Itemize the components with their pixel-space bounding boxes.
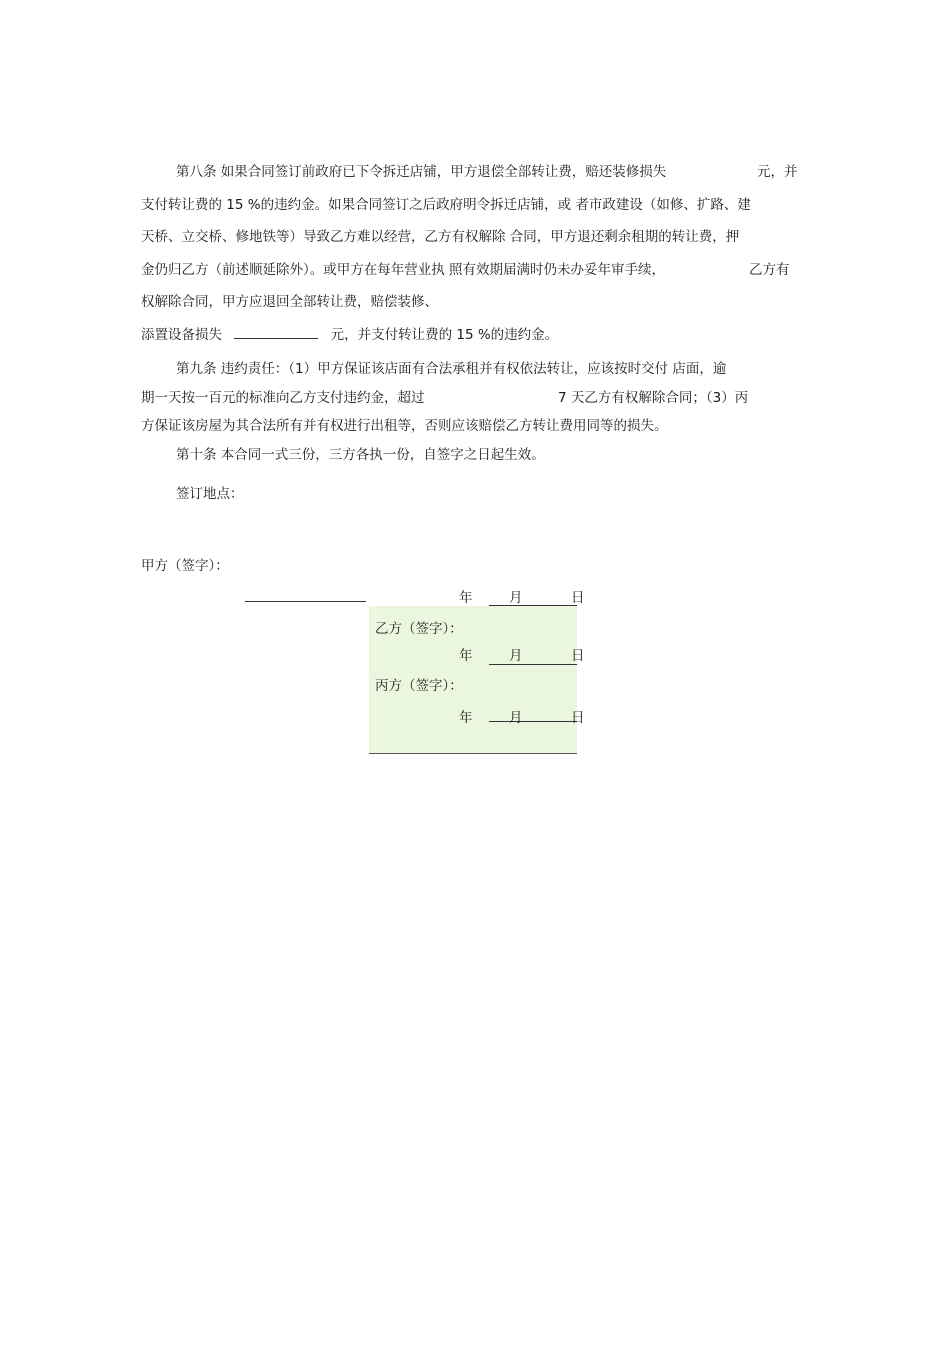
party-b-signature-line[interactable] (489, 664, 577, 665)
article8-line3: 天桥、立交桥、修地铁等）导致乙方难以经营，乙方有权解除 合同，甲方退还剩余租期的转让费，押 (141, 229, 740, 245)
party-c-year: 年 (459, 710, 473, 726)
article9-line1: 第九条 违约责任：（1）甲方保证该店面有合法承租并有权依法转让，应该按时交付 店面，逾 (176, 361, 727, 377)
article10: 第十条 本合同一式三份，三方各执一份，自签字之日起生效。 (176, 447, 545, 463)
party-b-year: 年 (459, 648, 473, 664)
article8-line4: 金仍归乙方（前述顺延除外）。或甲方在每年营业执 照有效期届满时仍未办妥年审手续， (141, 262, 666, 278)
article8-line4-end: 乙方有 (749, 262, 790, 278)
amount-blank (234, 325, 318, 339)
party-a-year: 年 (459, 590, 473, 606)
party-a-day: 日 (571, 590, 585, 606)
article9-line3: 方保证该房屋为其合法所有并有权进行出租等，否则应该赔偿乙方转让费用同等的损失。 (141, 418, 668, 434)
signing-place-label: 签订地点： (176, 486, 244, 502)
party-c-day: 日 (571, 710, 585, 726)
party-c-label: 丙方（签字）： (375, 678, 463, 694)
article8-line1-end: 元，并 (757, 164, 798, 180)
party-a-signature-line[interactable] (245, 601, 366, 602)
article8-line6: 添置设备损失 元，并支付转让费的 15 %的违约金。 (141, 327, 559, 343)
article8-line2: 支付转让费的 15 %的违约金。如果合同签订之后政府明令拆迁店铺，或 者市政建设（如修、扩路、建 (141, 197, 751, 213)
party-c-signature-line[interactable] (489, 721, 577, 722)
article8-line1: 第八条 如果合同签订前政府已下令拆迁店铺，甲方退偿全部转让费，赔还装修损失 (176, 164, 667, 180)
article8-line5: 权解除合同，甲方应退回全部转让费，赔偿装修、 (141, 294, 438, 310)
party-c-month: 月 (509, 710, 523, 726)
article9-line2: 期一天按一百元的标准向乙方支付违约金，超过 (141, 390, 425, 406)
party-a-month: 月 (509, 590, 523, 606)
party-b-day: 日 (571, 648, 585, 664)
party-a-label: 甲方（签字）： (141, 558, 229, 574)
party-b-label: 乙方（签字）： (375, 621, 463, 637)
party-b-month: 月 (509, 648, 523, 664)
article9-line2-end: 7 天乙方有权解除合同；（3）丙 (558, 390, 749, 406)
